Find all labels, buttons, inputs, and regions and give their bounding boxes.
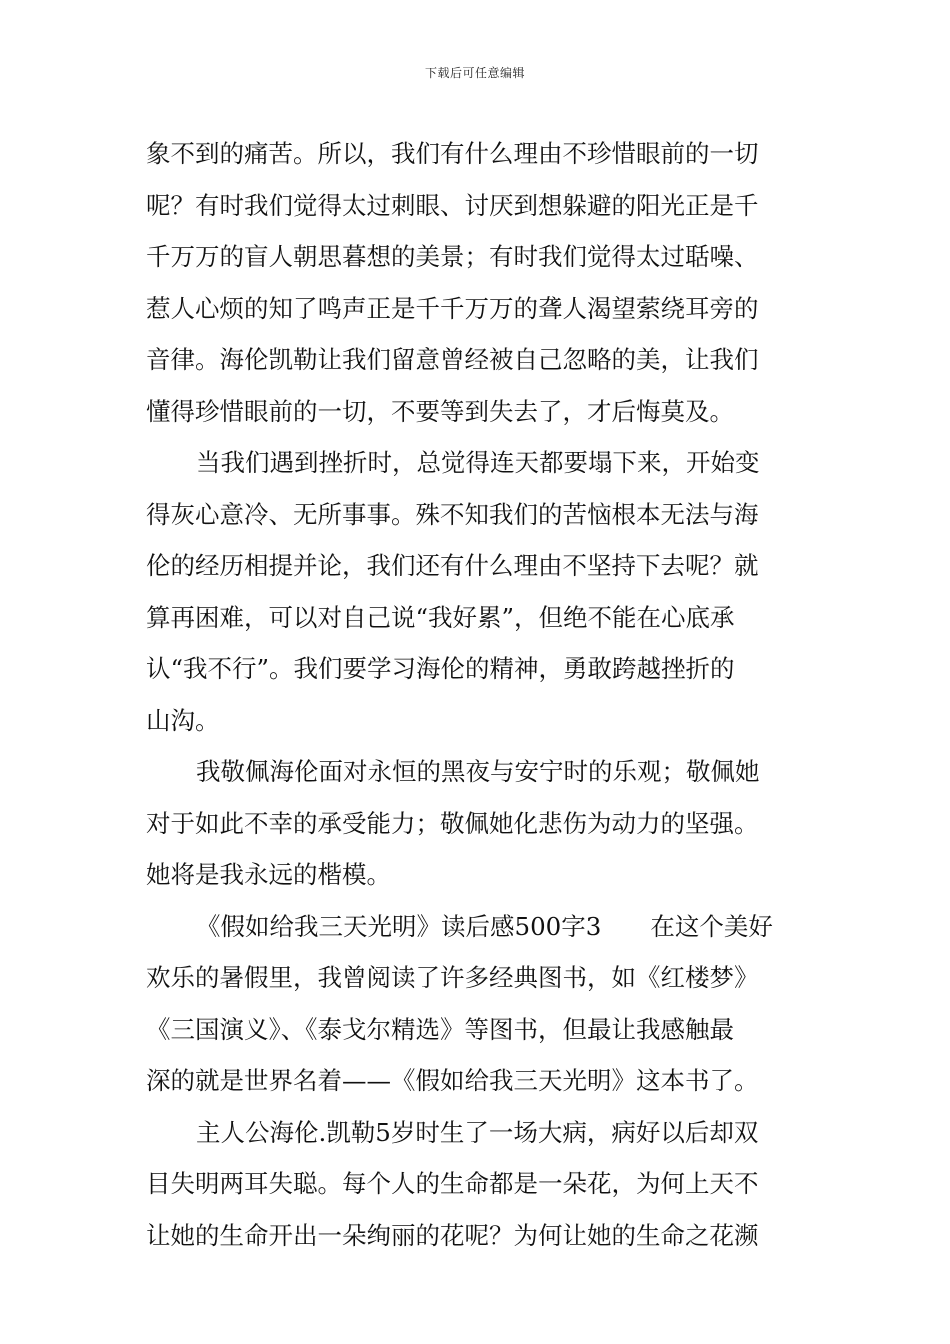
text-line: 得灰心意冷、无所事事。殊不知我们的苦恼根本无法与海: [146, 499, 759, 529]
text-line: 让她的生命开出一朵绚丽的花呢？为何让她的生命之花濒: [146, 1220, 759, 1250]
text-line: 目失明两耳失聪。每个人的生命都是一朵花，为何上天不: [146, 1169, 759, 1198]
text-line: 山沟。: [146, 705, 220, 735]
text-line: 呢？有时我们觉得太过刺眼、讨厌到想躲避的阳光正是千: [146, 190, 759, 220]
text-line: 深的就是世界名着——《假如给我三天光明》这本书了。: [146, 1066, 759, 1095]
text-line: 伦的经历相提并论，我们还有什么理由不坚持下去呢？就: [146, 551, 759, 580]
paragraph-first-line: 当我们遇到挫折时，总觉得连天都要塌下来，开始变: [196, 448, 760, 477]
text-line: 千万万的盲人朝思暮想的美景；有时我们觉得太过聒噪、: [146, 242, 759, 271]
text-line: 懂得珍惜眼前的一切，不要等到失去了，才后悔莫及。: [146, 396, 734, 426]
text-line: 《三国演义》、《泰戈尔精选》等图书，但最让我感触最: [146, 1014, 734, 1044]
text-line: 算再困难，可以对自己说“我好累”，但绝不能在心底承: [146, 602, 735, 632]
paragraph-first-line: 主人公海伦.凯勒5岁时生了一场大病，病好以后却双: [196, 1117, 759, 1147]
paragraph-first-line: 我敬佩海伦面对永恒的黑夜与安宁时的乐观；敬佩她: [196, 757, 760, 786]
text-line: 她将是我永远的楷模。: [146, 860, 391, 889]
text-line: 对于如此不幸的承受能力；敬佩她化悲伤为动力的坚强。: [146, 808, 759, 838]
text-line: 惹人心烦的知了鸣声正是千千万万的聋人渴望萦绕耳旁的: [146, 293, 759, 323]
page-header-note: 下载后可任意编辑: [424, 66, 525, 80]
text-line: 认“我不行”。我们要学习海伦的精神，勇敢跨越挫折的: [146, 654, 735, 683]
paragraph-first-line: 《假如给我三天光明》读后感500字3 在这个美好: [196, 911, 773, 941]
text-line: 欢乐的暑假里，我曾阅读了许多经典图书，如《红楼梦》: [146, 963, 759, 992]
text-line: 音律。海伦凯勒让我们留意曾经被自己忽略的美，让我们: [146, 345, 759, 374]
document-body: [146, 128, 808, 1261]
text-line: 象不到的痛苦。所以，我们有什么理由不珍惜眼前的一切: [146, 139, 759, 168]
